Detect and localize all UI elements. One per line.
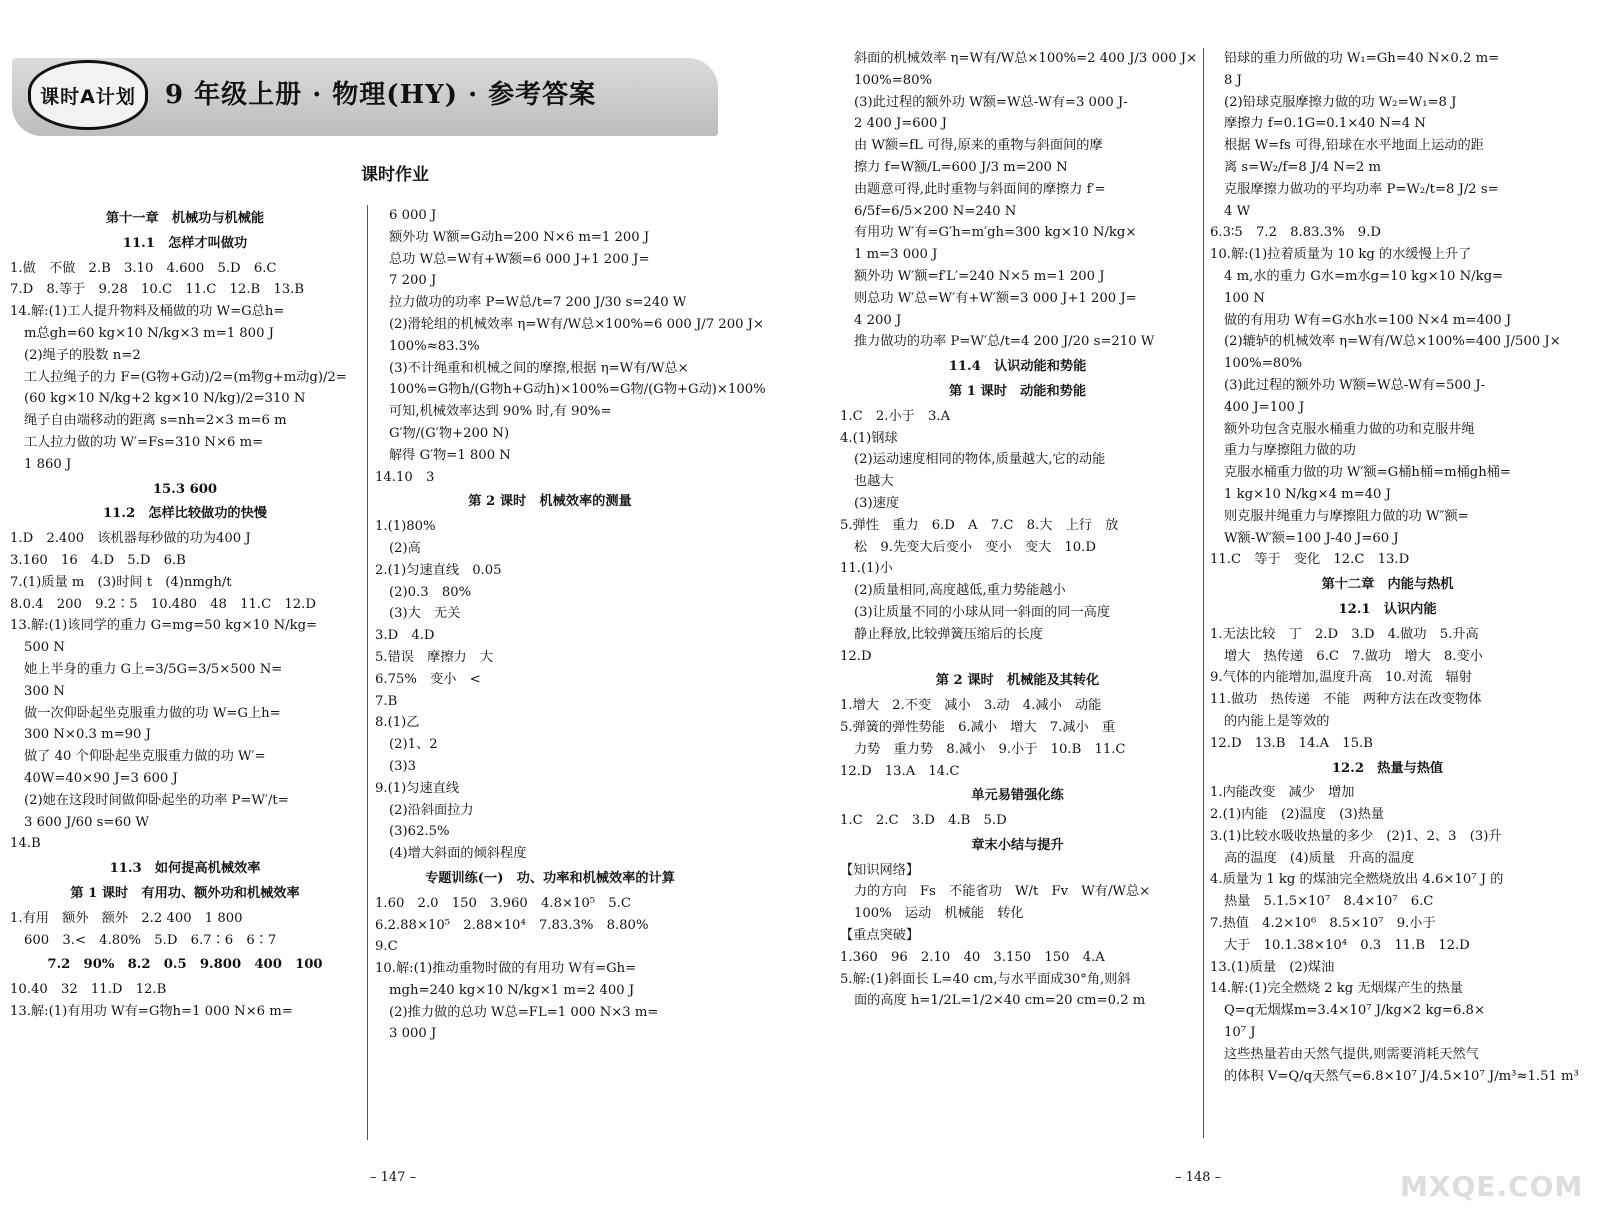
answer-line: 13.解:(1)该同学的重力 G=mg=50 kg×10 N/kg=	[10, 618, 318, 634]
answer-line: 力的方向 Fs 不能省功 W/t Fv W有/W总×	[854, 884, 1151, 900]
answer-line: 3.(1)比较水吸收热量的多少 (2)1、2、3 (3)升	[1210, 828, 1502, 844]
answer-line: 6.75% 变小 <	[375, 671, 481, 687]
answer-line: m总gh=60 kg×10 N/kg×3 m=1 800 J	[24, 325, 274, 341]
answer-line: 拉力做功的功率 P=W总/t=7 200 J/30 s=240 W	[389, 295, 687, 311]
answer-line: 由题意可得,此时重物与斜面间的摩擦力 f′=	[854, 181, 1106, 197]
answer-line: 600 3.< 4.80% 5.D 6.7∶6 6∶7	[24, 932, 277, 948]
answer-line: 增大 热传递 6.C 7.做功 增大 8.变小	[1224, 648, 1483, 664]
section-heading: 专题训练(一) 功、功率和机械效率的计算	[425, 870, 675, 886]
answer-line: 额外功包含克服水桶重力做的功和克服井绳	[1224, 421, 1475, 437]
answer-line: 大于 10.1.38×10⁴ 0.3 11.B 12.D	[1224, 937, 1470, 953]
answer-line: (2)她在这段时间做仰卧起坐的功率 P=W′/t=	[24, 792, 289, 808]
answer-line: (2)0.3 80%	[389, 584, 472, 600]
answer-line: 总功 W总=W有+W额=6 000 J+1 200 J=	[389, 251, 650, 267]
answer-line: 300 N×0.3 m=90 J	[24, 727, 151, 743]
answer-line: 1.增大 2.不变 减小 3.动 4.减小 动能	[840, 698, 1102, 714]
answer-line: (3)不计绳重和机械之间的摩擦,根据 η=W有/W总×	[389, 360, 689, 376]
answer-line: 4.(1)钢球	[840, 430, 898, 446]
answer-line: (3)大 无关	[389, 606, 461, 622]
answer-line: (2)铅球克服摩擦力做的功 W₂=W₁=8 J	[1224, 94, 1457, 110]
answer-line: 3 600 J/60 s=60 W	[24, 814, 149, 830]
answer-line: (2)绳子的股数 n=2	[24, 347, 141, 363]
answer-line: 100 N	[1224, 290, 1265, 306]
answer-line: 1.C 2.小于 3.A	[840, 408, 951, 424]
answer-line: (2)运动速度相同的物体,质量越大,它的动能	[854, 452, 1106, 468]
answer-line: 7.热值 4.2×10⁶ 8.5×10⁷ 9.小于	[1210, 916, 1436, 932]
answer-line: (3)62.5%	[389, 824, 450, 840]
answer-line: 1.有用 额外 额外 2.2 400 1 800	[10, 910, 243, 926]
answer-line: 有用功 W′有=G′h=m′gh=300 kg×10 N/kg×	[854, 225, 1137, 241]
section-heading: 第十一章 机械功与机械能	[105, 211, 265, 226]
answer-line: 额外功 W额=G动h=200 N×6 m=1 200 J	[389, 229, 650, 245]
answer-line: 推力做功的功率 P=W′总/t=4 200 J/20 s=210 W	[854, 334, 1155, 350]
answer-line: 500 N	[24, 640, 65, 656]
answer-line: 铅球的重力所做的功 W₁=Gh=40 N×0.2 m=	[1224, 51, 1500, 66]
answer-line: 1.内能改变 减少 增加	[1210, 785, 1355, 801]
answer-line: 100%≈83.3%	[389, 338, 480, 354]
answer-line: Q=q无烟煤m=3.4×10⁷ J/kg×2 kg=6.8×	[1224, 1003, 1486, 1019]
answer-line: (2)1、2	[389, 737, 438, 753]
answer-line: (2)推力做的总功 W总=FL=1 000 N×3 m=	[389, 1004, 659, 1020]
answer-line: 1.(1)80%	[375, 519, 436, 535]
answer-line: 则克服井绳重力与摩擦阻力做的功 W″额=	[1224, 508, 1469, 524]
section-heading: 11.1 怎样才叫做功	[122, 235, 248, 251]
answer-line: 1.D 2.400 该机器每秒做的功为400 J	[10, 531, 251, 547]
answer-line: 8 J	[1224, 72, 1242, 88]
answer-line: 高的温度 (4)质量 升高的温度	[1224, 850, 1415, 866]
section-heading: 12.2 热量与热值	[1331, 760, 1444, 776]
answer-line: 2.(1)内能 (2)温度 (3)热量	[1210, 807, 1385, 823]
answer-line: 7.D 8.等于 9.28 10.C 11.C 12.B 13.B	[10, 282, 305, 298]
answer-line: 她上半身的重力 G上=3/5G=3/5×500 N=	[24, 661, 283, 677]
answer-line: 100% 运动 机械能 转化	[854, 906, 1024, 922]
answer-line: 4 W	[1224, 203, 1251, 219]
answer-line: 3.D 4.D	[375, 628, 435, 644]
section-heading: 11.4 认识动能和势能	[948, 359, 1087, 375]
answer-line: (2)高	[389, 540, 421, 556]
answer-line: 7 200 J	[389, 273, 437, 289]
answer-line: 1 kg×10 N/kg×4 m=40 J	[1224, 486, 1391, 502]
answer-line: 5.弹性 重力 6.D A 7.C 8.大 上行 放	[840, 517, 1119, 533]
answer-line: 100%=G物h/(G物h+G动h)×100%=G物/(G物+G动)×100%	[389, 382, 766, 398]
answer-line: 14.B	[10, 836, 41, 852]
answer-line: 9.气体的内能增加,温度升高 10.对流 辐射	[1210, 670, 1472, 686]
answer-line: (2)辘轳的机械效率 η=W有/W总×100%=400 J/500 J×	[1224, 334, 1561, 350]
section-heading: 7.2 90% 8.2 0.5 9.800 400 100	[47, 957, 323, 973]
answer-line: 11.C 等于 变化 12.C 13.D	[1210, 552, 1410, 568]
answer-line: 1.C 2.C 3.D 4.B 5.D	[840, 813, 1007, 829]
section-title: 课时作业	[361, 165, 429, 185]
answer-line: 2 400 J=600 J	[854, 116, 947, 132]
answer-line: W额-W′额=100 J-40 J=60 J	[1224, 530, 1399, 546]
answer-line: (3)此过程的额外功 W额=W总-W有=500 J-	[1224, 377, 1486, 393]
answer-line: 擦力 f=W额/L=600 J/3 m=200 N	[854, 159, 1068, 175]
answer-line: 14.解:(1)工人提升物料及桶做的功 W=G总h=	[10, 304, 285, 320]
answer-line: 1 m=3 000 J	[854, 247, 938, 263]
section-heading: 第 2 课时 机械效率的测量	[468, 494, 632, 510]
answer-line: 11.做功 热传递 不能 两种方法在改变物体	[1210, 692, 1482, 708]
answer-line: 13.解:(1)有用功 W有=G物h=1 000 N×6 m=	[10, 1003, 293, 1019]
logo: 课时A计划	[28, 60, 148, 130]
answer-column-2	[375, 205, 766, 1045]
column-divider	[1203, 48, 1204, 1138]
answer-line: 4 200 J	[854, 312, 902, 328]
section-heading: 单元易错强化练	[971, 788, 1064, 804]
answer-line: (3)让质量不同的小球从同一斜面的同一高度	[854, 604, 1111, 620]
answer-line: 的内能上是等效的	[1224, 713, 1330, 729]
right-page	[800, 0, 1600, 1225]
answer-line: 1.60 2.0 150 3.960 4.8×10⁵ 5.C	[375, 895, 631, 911]
answer-line: 工人拉力做的功 W′=Fs=310 N×6 m=	[24, 434, 264, 450]
section-heading: 章末小结与提升	[971, 837, 1064, 853]
answer-line: 7.B	[375, 693, 398, 709]
answer-line: 4.质量为 1 kg 的煤油完全燃烧放出 4.6×10⁷ J 的	[1210, 872, 1504, 888]
watermark: MXQE.COM	[1400, 1170, 1584, 1203]
answer-line: 斜面的机械效率 η=W有/W总×100%=2 400 J/3 000 J×	[854, 51, 1198, 66]
answer-line: (60 kg×10 N/kg+2 kg×10 N/kg)/2=310 N	[24, 391, 306, 407]
answer-line: 力势 重力势 8.减小 9.小于 10.B 11.C	[854, 741, 1126, 757]
answer-line: 8.(1)乙	[375, 715, 420, 731]
answer-line: 6.2.88×10⁵ 2.88×10⁴ 7.83.3% 8.80%	[375, 917, 649, 933]
answer-line: mgh=240 kg×10 N/kg×1 m=2 400 J	[389, 982, 635, 998]
answer-line: 离 s=W₂/f=8 J/4 N=2 m	[1224, 159, 1381, 175]
page-title: 9 年级上册 · 物理(HY) · 参考答案	[165, 80, 597, 110]
answer-line: 【知识网络】	[840, 862, 920, 878]
answer-line: 可知,机械效率达到 90% 时,有 90%=	[389, 404, 612, 420]
answer-line: 额外功 W′额=f′L′=240 N×5 m=1 200 J	[854, 268, 1105, 284]
answer-line: 6.3∶5 7.2 8.83.3% 9.D	[1210, 225, 1381, 241]
section-heading: 15.3 600	[152, 481, 218, 497]
answer-line: 12.D 13.A 14.C	[840, 763, 960, 779]
answer-line: 1 860 J	[24, 456, 72, 472]
page-number-left: – 147 –	[370, 1170, 417, 1185]
answer-line: 也越大	[854, 474, 894, 490]
answer-line: 10.40 32 11.D 12.B	[10, 982, 167, 998]
answer-line: 2.(1)匀速直线 0.05	[375, 562, 502, 578]
answer-line: 100%=80%	[1224, 356, 1303, 372]
answer-line: (4)增大斜面的倾斜程度	[389, 846, 527, 862]
section-heading: 第 2 课时 机械能及其转化	[935, 673, 1100, 689]
answer-line: 3 000 J	[389, 1026, 437, 1042]
answer-line: 6 000 J	[389, 208, 437, 223]
answer-line: 5.弹簧的弹性势能 6.减小 增大 7.减小 重	[840, 719, 1116, 735]
answer-line: 400 J=100 J	[1224, 399, 1305, 415]
answer-line: (2)滑轮组的机械效率 η=W有/W总×100%=6 000 J/7 200 J×	[389, 316, 765, 332]
answer-line: 100%=80%	[854, 72, 933, 88]
answer-line: 做的有用功 W有=G水h水=100 N×4 m=400 J	[1224, 312, 1512, 328]
answer-line: 做了 40 个仰卧起坐克服重力做的功 W′=	[24, 749, 266, 765]
answer-line: 克服水桶重力做的功 W′额=G桶h桶=m桶gh桶=	[1224, 465, 1511, 481]
answer-line: 10.解:(1)拉着质量为 10 kg 的水缓慢上升了	[1210, 247, 1472, 263]
answer-line: 热量 5.1.5×10⁷ 8.4×10⁷ 6.C	[1224, 894, 1434, 910]
answer-line: 300 N	[24, 683, 65, 699]
answer-line: 14.10 3	[375, 469, 435, 485]
answer-line: 14.解:(1)完全燃烧 2 kg 无烟煤产生的热量	[1210, 981, 1463, 997]
answer-line: 8.0.4 200 9.2∶5 10.480 48 11.C 12.D	[10, 596, 316, 612]
answer-column-4	[1210, 48, 1579, 1087]
answer-line: 这些热量若由天然气提供,则需要消耗天然气	[1224, 1046, 1479, 1062]
answer-line: 工人拉绳子的力 F=(G物+G动)/2=(m物g+m动g)/2=	[24, 369, 347, 385]
answer-line: 1.360 96 2.10 40 3.150 150 4.A	[840, 949, 1105, 965]
answer-line: 绳子自由端移动的距离 s=nh=2×3 m=6 m	[24, 413, 287, 429]
answer-line: 1.无法比较 丁 2.D 3.D 4.做功 5.升高	[1210, 626, 1479, 642]
answer-line: 12.D	[840, 648, 872, 664]
left-page	[0, 0, 790, 1225]
answer-line: 摩擦力 f=0.1G=0.1×40 N=4 N	[1224, 116, 1426, 132]
answer-line: (2)沿斜面拉力	[389, 802, 474, 818]
answer-line: (2)质量相同,高度越低,重力势能越小	[854, 583, 1066, 599]
section-heading: 第 1 课时 有用功、额外功和机械效率	[70, 885, 300, 901]
answer-line: 面的高度 h=1/2L=1/2×40 cm=20 cm=0.2 m	[854, 993, 1146, 1009]
answer-line: 【重点突破】	[840, 928, 920, 944]
answer-line: 1.做 不做 2.B 3.10 4.600 5.D 6.C	[10, 260, 277, 276]
answer-line: 40W=40×90 J=3 600 J	[24, 770, 178, 786]
answer-line: 11.(1)小	[840, 561, 893, 577]
answer-line: 7.(1)质量 m (3)时间 t (4)nmgh/t	[10, 574, 232, 590]
answer-line: 松 9.先变大后变小 变小 变大 10.D	[854, 539, 1096, 555]
answer-line: 9.C	[375, 939, 398, 955]
answer-line: 13.(1)质量 (2)煤油	[1210, 959, 1335, 975]
answer-line: 4 m,水的重力 G水=m水g=10 kg×10 N/kg=	[1224, 268, 1504, 284]
answer-line: 3.160 16 4.D 5.D 6.B	[10, 552, 186, 568]
answer-column-3	[840, 48, 1198, 1012]
section-heading: 11.3 如何提高机械效率	[109, 861, 261, 877]
column-divider	[367, 205, 368, 1140]
section-heading: 第 1 课时 动能和势能	[948, 383, 1087, 399]
answer-line: 做一次仰卧起坐克服重力做的功 W=G上h=	[24, 705, 281, 721]
answer-line: 6/5f=6/5×200 N=240 N	[854, 203, 1017, 219]
answer-line: 克服摩擦力做功的平均功率 P=W₂/t=8 J/2 s=	[1224, 181, 1499, 197]
answer-line: G′物/(G′物+200 N)	[389, 425, 510, 441]
answer-line: 10.解:(1)推动重物时做的有用功 W有=Gh=	[375, 961, 637, 977]
answer-line: 12.D 13.B 14.A 15.B	[1210, 735, 1373, 751]
section-heading: 第十二章 内能与热机	[1321, 577, 1454, 593]
answer-line: 根据 W=fs 可得,铅球在水平地面上运动的距	[1224, 138, 1484, 154]
answer-line: 解得 G′物=1 800 N	[389, 447, 511, 463]
answer-line: 静止释放,比较弹簧压缩后的长度	[854, 626, 1043, 642]
answer-line: (3)此过程的额外功 W额=W总-W有=3 000 J-	[854, 94, 1128, 110]
section-heading: 12.1 认识内能	[1338, 601, 1437, 617]
section-heading: 11.2 怎样比较做功的快慢	[103, 506, 267, 522]
answer-line: 10⁷ J	[1224, 1025, 1256, 1041]
answer-line: 5.错误 摩擦力 大	[375, 649, 494, 665]
answer-line: 5.解:(1)斜面长 L=40 cm,与水平面成30°角,则斜	[840, 971, 1131, 987]
page-number-right: – 148 –	[1175, 1170, 1222, 1185]
answer-line: 的体积 V=Q/q天然气=6.8×10⁷ J/4.5×10⁷ J/m³≈1.51 m³	[1224, 1068, 1579, 1084]
answer-line: 则总功 W′总=W′有+W′额=3 000 J+1 200 J=	[854, 290, 1137, 306]
answer-line: (3)速度	[854, 495, 900, 511]
answer-column-1	[10, 205, 360, 1023]
answer-line: (3)3	[389, 758, 417, 774]
answer-line: 重力与摩擦阻力做的功	[1224, 443, 1356, 459]
answer-line: 9.(1)匀速直线	[375, 780, 460, 796]
answer-line: 由 W额=fL 可得,原来的重物与斜面间的摩	[854, 138, 1103, 154]
